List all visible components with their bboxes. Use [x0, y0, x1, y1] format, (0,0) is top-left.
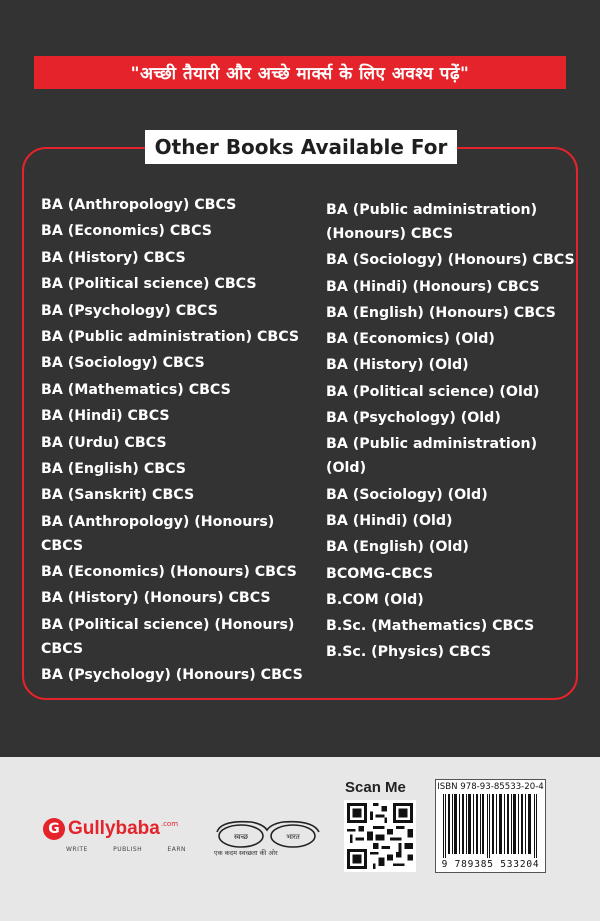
tagline-word: EARN — [167, 846, 186, 853]
book-item: BA (Public administration) CBCS — [41, 328, 300, 345]
book-item: BA (Mathematics) CBCS — [41, 381, 231, 398]
book-item: BA (Sociology) CBCS — [41, 355, 205, 372]
book-item: BCOMG-CBCS — [326, 565, 434, 582]
isbn-barcode-box — [435, 779, 546, 873]
books-list-left — [41, 193, 316, 690]
book-item: BA (Psychology) CBCS — [41, 302, 218, 319]
tagline-word: WRITE — [66, 846, 88, 853]
book-item: BA (Hindi) (Honours) CBCS — [326, 278, 540, 295]
book-item: B.Sc. (Mathematics) CBCS — [326, 618, 535, 635]
book-item: B.COM (Old) — [326, 591, 424, 608]
logo-suffix: .com — [160, 820, 179, 828]
book-item: BA (English) (Honours) CBCS — [326, 304, 556, 321]
book-item: BA (English) (Old) — [326, 539, 469, 556]
barcode-icon — [441, 794, 540, 858]
swachh-left-text: स्वच्छ — [233, 833, 249, 841]
logo-text: Gullybaba — [68, 818, 160, 839]
qr-code-icon — [344, 800, 416, 872]
gullybaba-logo-icon: G — [43, 818, 65, 840]
book-item: BA (Sanskrit) CBCS — [41, 487, 195, 504]
book-item: BA (Hindi) (Old) — [326, 512, 453, 529]
book-item: BA (Psychology) (Old) — [326, 410, 501, 427]
books-list-right — [326, 198, 576, 667]
book-item: BA (Political science) (Honours) CBCS — [41, 616, 295, 657]
scan-me-label: Scan Me — [345, 779, 406, 796]
book-item: BA (Political science) CBCS — [41, 276, 257, 293]
swachh-right-text: भारत — [286, 833, 300, 841]
book-item: BA (Urdu) CBCS — [41, 434, 167, 451]
logo-tagline — [66, 846, 186, 853]
book-item: BA (Public administration) (Old) — [326, 436, 538, 477]
hindi-banner — [34, 56, 566, 89]
book-item: BA (Anthropology) CBCS — [41, 197, 237, 213]
barcode-digits: 9 789385 533204 — [441, 859, 540, 870]
book-item: BA (History) (Honours) CBCS — [41, 590, 271, 607]
book-item: BA (Sociology) (Old) — [326, 486, 488, 503]
book-item: BA (English) CBCS — [41, 460, 186, 477]
gullybaba-logo — [43, 818, 178, 840]
banner-text: "अच्छी तैयारी और अच्छे मार्क्स के लिए अवश्य पढ़ें" — [130, 64, 470, 84]
book-item: B.Sc. (Physics) CBCS — [326, 644, 492, 661]
book-item: BA (Psychology) (Honours) CBCS — [41, 667, 303, 684]
book-item: BA (History) CBCS — [41, 249, 186, 266]
book-item: BA (Economics) (Honours) CBCS — [41, 564, 297, 581]
book-item: BA (Hindi) CBCS — [41, 408, 170, 425]
book-item: BA (Public administration) (Honours) CBCS — [326, 202, 538, 242]
swachh-caption: एक कदम स्वच्छता की ओर — [214, 849, 278, 857]
book-item: BA (Sociology) (Honours) CBCS — [326, 252, 575, 269]
tagline-word: PUBLISH — [113, 846, 143, 853]
book-item: BA (History) (Old) — [326, 357, 469, 374]
isbn-text: ISBN 978-93-85533-20-4 — [437, 782, 544, 792]
section-heading: Other Books Available For — [145, 130, 457, 164]
book-item: BA (Anthropology) (Honours) CBCS — [41, 513, 275, 554]
book-item: BA (Economics) CBCS — [41, 223, 212, 240]
book-item: BA (Political science) (Old) — [326, 383, 540, 400]
book-item: BA (Economics) (Old) — [326, 331, 495, 348]
